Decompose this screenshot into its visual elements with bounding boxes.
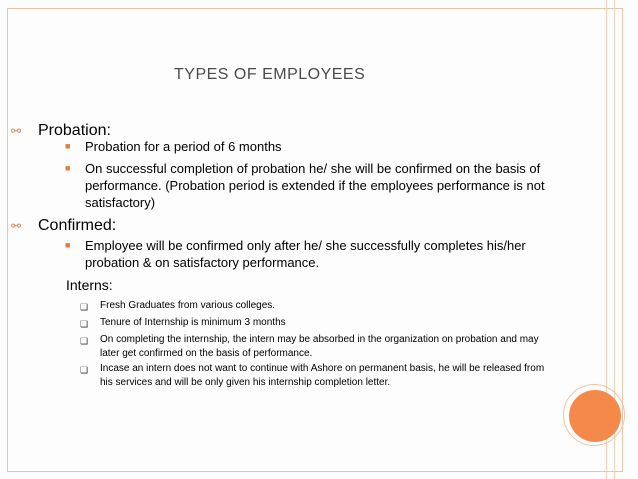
decor-circle [569, 390, 621, 442]
checkbox-bullet-icon: ❏ [80, 336, 89, 346]
bullet-icon: ■ [65, 141, 71, 151]
list-item [65, 138, 555, 155]
bullet-icon: ⚯ [11, 124, 22, 138]
list-item [80, 333, 545, 361]
list-item [65, 237, 555, 271]
bullet-icon: ■ [65, 163, 71, 173]
bullet-icon: ⚯ [11, 219, 22, 233]
checkbox-bullet-icon: ❏ [80, 365, 89, 375]
slide-title: TYPES OF EMPLOYEES [174, 66, 366, 83]
list-item [80, 299, 545, 313]
list-item-text: Employee will be confirmed only after he/ she successfully completes his/her probation & on satisfactory performance. [85, 238, 526, 270]
checkbox-bullet-icon: ❏ [80, 319, 89, 329]
list-item-text: Tenure of Internship is minimum 3 months [100, 317, 286, 328]
section-heading-label: Probation: [38, 122, 111, 139]
list-item [80, 362, 545, 390]
list-item-text: On successful completion of probation he/ she will be confirmed on the basis of performance. (Probation period is extended if the employees performance is not satisfactory) [85, 161, 545, 210]
list-item-text: Incase an intern does not want to continue with Ashore on permanent basis, he will be released from his services and will be only given his internship completion letter. [100, 363, 545, 388]
section-heading-label: Confirmed: [38, 217, 117, 234]
list-item-text: Fresh Graduates from various colleges. [100, 300, 276, 311]
interns-heading: Interns: [66, 277, 113, 293]
list-item-text: On completing the internship, the intern may be absorbed in the organization on probation and may later get confirmed on the basis of performance. [100, 334, 539, 359]
list-item [65, 160, 555, 211]
list-item-text: Probation for a period of 6 months [85, 139, 282, 154]
section-heading-confirmed [11, 216, 117, 235]
bullet-icon: ■ [65, 240, 71, 250]
checkbox-bullet-icon: ❏ [80, 302, 89, 312]
list-item [80, 316, 545, 330]
